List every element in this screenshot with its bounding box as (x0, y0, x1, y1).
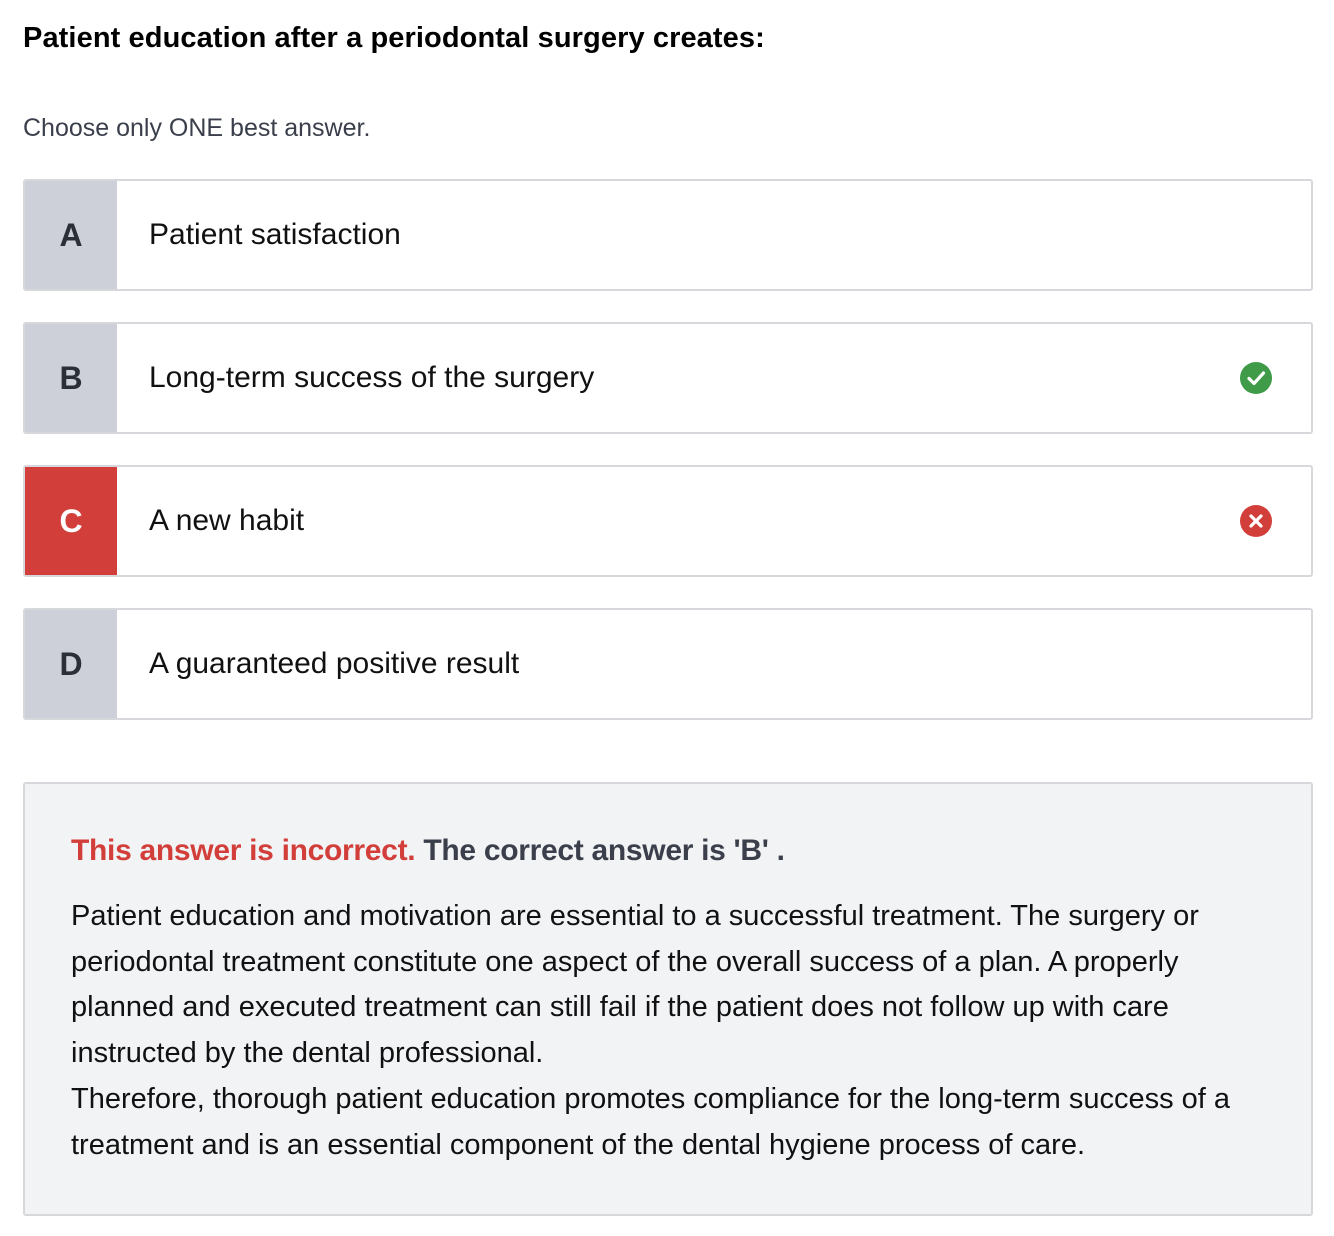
feedback-verdict (71, 834, 785, 868)
question-title: Patient education after a periodontal surgery creates: (23, 22, 765, 54)
explanation-paragraph: Patient education and motivation are essential to a successful treatment. The surgery or periodontal treatment constitute one aspect of the overall success of a plan. A properly planned and executed treatment can still fail if the patient does not follow up with care instructed by the dental professional. (71, 900, 1199, 1070)
feedback-explanation (71, 894, 1271, 1168)
option-text: Patient satisfaction (149, 218, 401, 251)
option-letter: D (25, 610, 117, 718)
option-letter: B (25, 324, 117, 432)
option-text: Long-term success of the surgery (149, 361, 595, 394)
option-status (1201, 181, 1311, 289)
correct-answer-label: The correct answer is 'B' . (423, 834, 785, 867)
option-a[interactable] (23, 179, 1313, 291)
question-instruction: Choose only ONE best answer. (23, 114, 371, 142)
feedback-panel (23, 782, 1313, 1216)
option-letter: C (25, 467, 117, 575)
option-status (1201, 610, 1311, 718)
check-circle-icon (1240, 362, 1272, 394)
option-status (1201, 324, 1311, 432)
explanation-paragraph: Therefore, thorough patient education promotes compliance for the long-term success of a treatment and is an essential component of the dental hygiene process of care. (71, 1082, 1231, 1161)
option-status (1201, 467, 1311, 575)
x-circle-icon (1240, 505, 1272, 537)
option-d[interactable] (23, 608, 1313, 720)
incorrect-label: This answer is incorrect. (71, 834, 416, 867)
option-text: A new habit (149, 504, 305, 537)
option-letter: A (25, 181, 117, 289)
option-b[interactable] (23, 322, 1313, 434)
option-text: A guaranteed positive result (149, 647, 520, 680)
option-c[interactable] (23, 465, 1313, 577)
